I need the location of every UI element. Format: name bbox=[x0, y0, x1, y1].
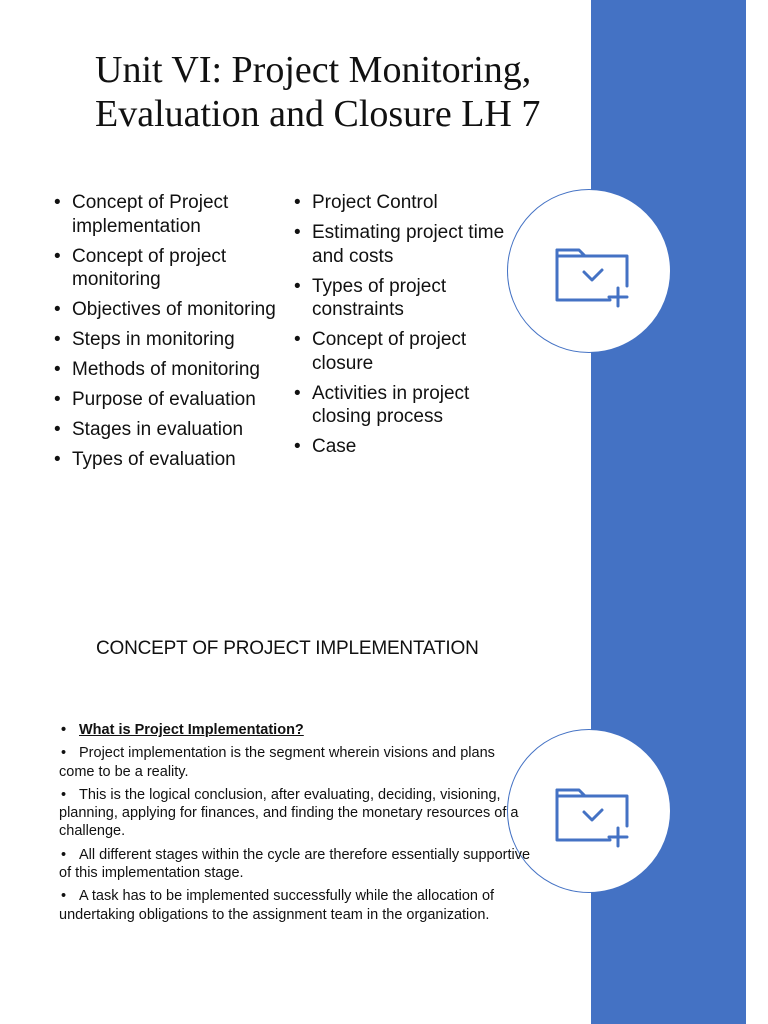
point-text: Project implementation is the segment wherein visions and plans come to be a reality. bbox=[59, 745, 495, 780]
topic-item: • Steps in monitoring bbox=[54, 328, 294, 352]
topic-list-left bbox=[54, 191, 294, 478]
topic-item: • Estimating project time and costs bbox=[294, 221, 526, 268]
topic-item: • Concept of Project implementation bbox=[54, 191, 294, 238]
folder-add-icon bbox=[554, 246, 632, 308]
point-text: This is the logical conclusion, after evaluating, deciding, visioning, planning, applying for finances, and finding the monetary resources of a challenge. bbox=[59, 786, 519, 840]
question-text: What is Project Implementation? bbox=[79, 722, 304, 738]
list-item: • Project implementation is the segment wherein visions and plans come to be a reality. bbox=[59, 745, 495, 780]
topic-item: • Objectives of monitoring bbox=[54, 298, 294, 322]
implementation-points bbox=[59, 721, 534, 929]
icon-circle bbox=[507, 189, 671, 353]
slide-title: Unit VI: Project Monitoring, Evaluation and Closure LH 7 bbox=[95, 49, 541, 135]
section-heading: CONCEPT OF PROJECT IMPLEMENTATION bbox=[96, 638, 479, 659]
topic-item: • Types of evaluation bbox=[54, 448, 294, 472]
topic-item: • Activities in project closing process bbox=[294, 382, 526, 429]
list-item: • What is Project Implementation? bbox=[61, 722, 304, 738]
topic-item: • Concept of project monitoring bbox=[54, 245, 294, 292]
topic-list-right bbox=[294, 191, 526, 465]
topic-item: • Purpose of evaluation bbox=[54, 388, 294, 412]
topic-item: • Case bbox=[294, 435, 526, 459]
point-text: A task has to be implemented successfully while the allocation of undertaking obligations to the assignment team in the organization. bbox=[59, 888, 495, 923]
topic-item: • Methods of monitoring bbox=[54, 358, 294, 382]
topic-item: • Types of project constraints bbox=[294, 275, 526, 322]
topic-item: • Project Control bbox=[294, 191, 526, 215]
list-item: • A task has to be implemented successfully while the allocation of undertaking obligations to the assignment team in the organization. bbox=[59, 888, 495, 923]
list-item: • All different stages within the cycle are therefore essentially supportive of this implementation stage. bbox=[59, 846, 531, 882]
topic-item: • Concept of project closure bbox=[294, 328, 526, 375]
topic-item: • Stages in evaluation bbox=[54, 418, 294, 442]
point-text: All different stages within the cycle are therefore essentially supportive of this implementation stage. bbox=[59, 846, 531, 882]
list-item: • This is the logical conclusion, after evaluating, deciding, visioning, planning, applying for finances, and finding the monetary resources of a challenge. bbox=[59, 786, 519, 840]
folder-add-icon bbox=[554, 786, 632, 848]
